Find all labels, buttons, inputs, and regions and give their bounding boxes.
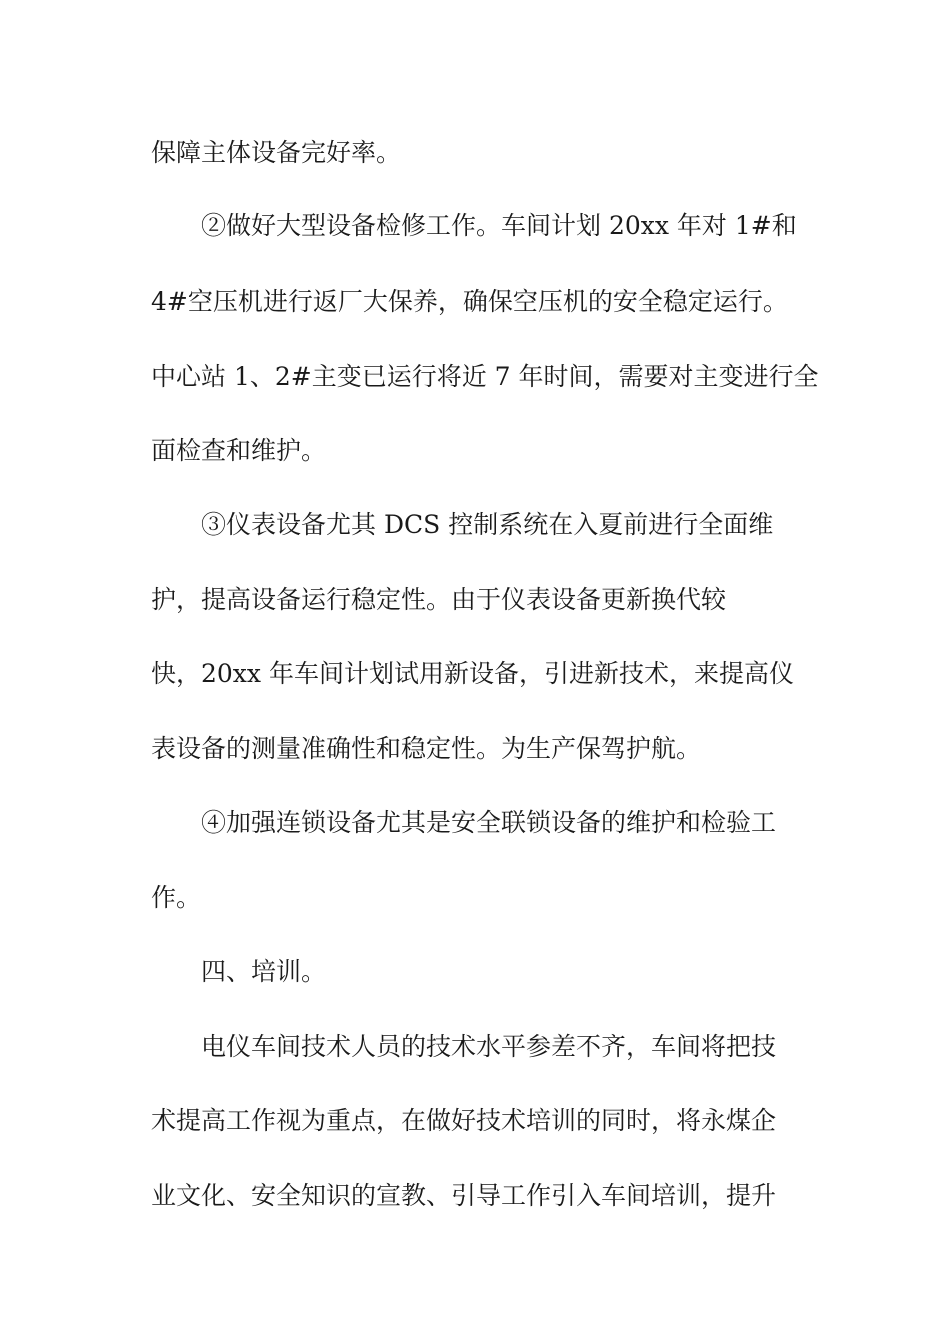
list-item-3-line-1: ③仪表设备尤其 DCS 控制系统在入夏前进行全面维 xyxy=(201,510,774,539)
list-item-2-line-2: 4#空压机进行返厂大保养，确保空压机的安全稳定运行。 xyxy=(151,287,788,316)
body-text-line: 保障主体设备完好率。 xyxy=(151,138,402,167)
list-item-3-line-2: 护，提高设备运行稳定性。由于仪表设备更新换代较 xyxy=(151,585,727,614)
list-item-2-line-1: ②做好大型设备检修工作。车间计划 20xx 年对 1#和 xyxy=(201,211,797,240)
paragraph-line-2: 术提高工作视为重点，在做好技术培训的同时，将永煤企 xyxy=(151,1106,777,1135)
list-item-3-line-3: 快，20xx 年车间计划试用新设备，引进新技术，来提高仪 xyxy=(151,659,794,688)
paragraph-line-1: 电仪车间技术人员的技术水平参差不齐，车间将把技 xyxy=(201,1032,777,1061)
list-item-2-line-4: 面检查和维护。 xyxy=(151,436,327,465)
list-item-4-line-1: ④加强连锁设备尤其是安全联锁设备的维护和检验工 xyxy=(201,808,777,837)
list-item-3-line-4: 表设备的测量准确性和稳定性。为生产保驾护航。 xyxy=(151,734,702,763)
paragraph-line-3: 业文化、安全知识的宣教、引导工作引入车间培训，提升 xyxy=(151,1181,777,1210)
list-item-2-line-3: 中心站 1、2#主变已运行将近 7 年时间，需要对主变进行全 xyxy=(151,362,819,391)
section-heading: 四、培训。 xyxy=(201,957,327,986)
list-item-4-line-2: 作。 xyxy=(151,883,202,912)
